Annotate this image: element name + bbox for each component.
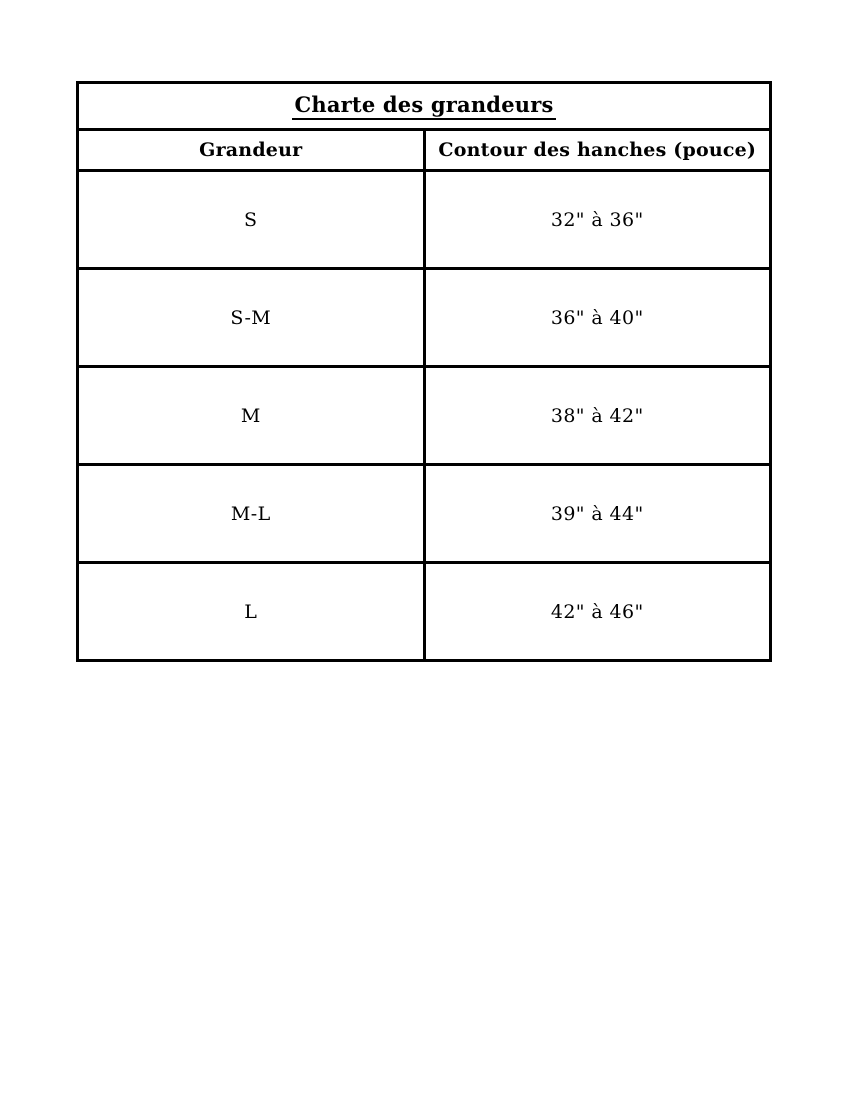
- column-header-contour-hanches: Contour des hanches (pouce): [424, 130, 771, 171]
- cell-size: S-M: [78, 269, 425, 367]
- size-chart-table: [76, 81, 772, 662]
- table-row: [78, 465, 771, 563]
- cell-hips: 32" à 36": [424, 171, 771, 269]
- cell-size: L: [78, 563, 425, 661]
- cell-size: M-L: [78, 465, 425, 563]
- cell-size: M: [78, 367, 425, 465]
- cell-hips: 42" à 46": [424, 563, 771, 661]
- page-title: Charte des grandeurs: [292, 92, 555, 120]
- chart-title-cell: [78, 83, 771, 130]
- cell-size: S: [78, 171, 425, 269]
- column-header-grandeur: Grandeur: [78, 130, 425, 171]
- table-header-row: [78, 130, 771, 171]
- table-row: [78, 563, 771, 661]
- table-row: [78, 171, 771, 269]
- cell-hips: 36" à 40": [424, 269, 771, 367]
- table-row: [78, 269, 771, 367]
- cell-hips: 39" à 44": [424, 465, 771, 563]
- table-row: [78, 367, 771, 465]
- table-title-row: [78, 83, 771, 130]
- cell-hips: 38" à 42": [424, 367, 771, 465]
